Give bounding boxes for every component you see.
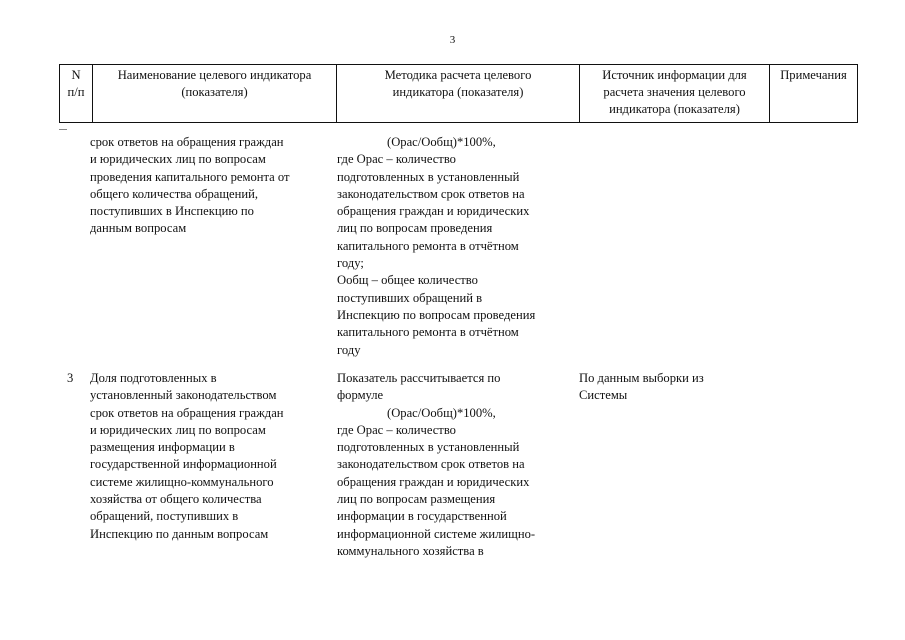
text-line: общего количества обращений, xyxy=(90,186,259,201)
header-text: N xyxy=(71,68,81,82)
header-text: расчета значения целевого xyxy=(603,85,746,99)
text-line: подготовленных в установленный xyxy=(337,440,520,455)
text-line: информационной системе жилищно- xyxy=(337,526,536,541)
text-line: поступивших в Инспекцию по xyxy=(90,204,254,219)
text-line: и юридических лиц по вопросам xyxy=(90,422,266,437)
table-header xyxy=(59,64,858,123)
text-line: лиц по вопросам размещения xyxy=(337,492,496,507)
text-line: срок ответов на обращения граждан xyxy=(90,405,284,420)
header-col-notes xyxy=(770,65,858,123)
text-line: Доля подготовленных в xyxy=(90,371,217,385)
header-text: (показателя) xyxy=(181,85,248,99)
text-line: году xyxy=(337,342,361,357)
text-line: данным вопросам xyxy=(90,221,187,236)
header-text: Методика расчета целевого xyxy=(384,68,532,82)
text-line: лиц по вопросам проведения xyxy=(337,221,493,236)
text-line: где Орас – количество xyxy=(337,422,456,437)
header-text: п/п xyxy=(67,85,85,99)
text-line: Инспекцию по вопросам проведения xyxy=(337,307,536,322)
text-line: системе жилищно-коммунального xyxy=(90,474,274,489)
text-line: Системы xyxy=(579,388,628,403)
row-number: 3 xyxy=(67,371,74,385)
text-line: обращения граждан и юридических xyxy=(337,474,530,489)
calculation-method xyxy=(337,134,577,359)
text-line: обращения граждан и юридических xyxy=(337,204,530,219)
text-line: обращений, поступивших в xyxy=(90,509,239,524)
table-continuation-mark xyxy=(59,129,67,130)
text-line: законодательством срок ответов на xyxy=(337,186,525,201)
text-line: законодательством срок ответов на xyxy=(337,457,525,472)
text-line: установленный законодательством xyxy=(90,388,277,403)
calculation-method xyxy=(337,370,577,560)
text-line: срок ответов на обращения граждан xyxy=(90,135,284,149)
text-line: капитального ремонта в отчётном xyxy=(337,238,519,253)
text-line: Инспекцию по данным вопросам xyxy=(90,526,269,541)
text-line: хозяйства от общего количества xyxy=(90,492,262,507)
formula: (Орас/Ообщ)*100%, xyxy=(387,405,496,420)
text-line: году; xyxy=(337,256,364,271)
text-line: проведения капитального ремонта от xyxy=(90,169,290,184)
text-line: информации в государственной xyxy=(337,509,507,524)
header-text: индикатора (показателя) xyxy=(392,85,524,99)
text-line: Ообщ – общее количество xyxy=(337,273,478,288)
text-line: размещения информации в xyxy=(90,440,235,455)
header-col-method xyxy=(337,65,580,123)
header-col-name xyxy=(93,65,337,123)
text-line: поступивших обращений в xyxy=(337,290,483,305)
text-line: где Орас – количество xyxy=(337,152,456,167)
header-text: Примечания xyxy=(780,68,847,82)
page-number: 3 xyxy=(449,34,456,46)
text-line: коммунального хозяйства в xyxy=(337,543,484,558)
text-line: государственной информационной xyxy=(90,457,277,472)
header-text: Источник информации для xyxy=(602,68,747,82)
header-col-number xyxy=(60,65,93,123)
text-line: Показатель рассчитывается по xyxy=(337,371,501,385)
indicator-name xyxy=(90,134,336,238)
header-col-source xyxy=(580,65,770,123)
text-line: формуле xyxy=(337,388,384,403)
formula: (Орас/Ообщ)*100%, xyxy=(387,135,496,149)
text-line: По данным выборки из xyxy=(579,371,704,385)
text-line: подготовленных в установленный xyxy=(337,169,520,184)
text-line: капитального ремонта в отчётном xyxy=(337,325,519,340)
header-text: Наименование целевого индикатора xyxy=(117,68,312,82)
indicator-name xyxy=(90,370,336,543)
information-source xyxy=(579,370,764,405)
text-line: и юридических лиц по вопросам xyxy=(90,152,266,167)
header-text: индикатора (показателя) xyxy=(609,102,740,116)
